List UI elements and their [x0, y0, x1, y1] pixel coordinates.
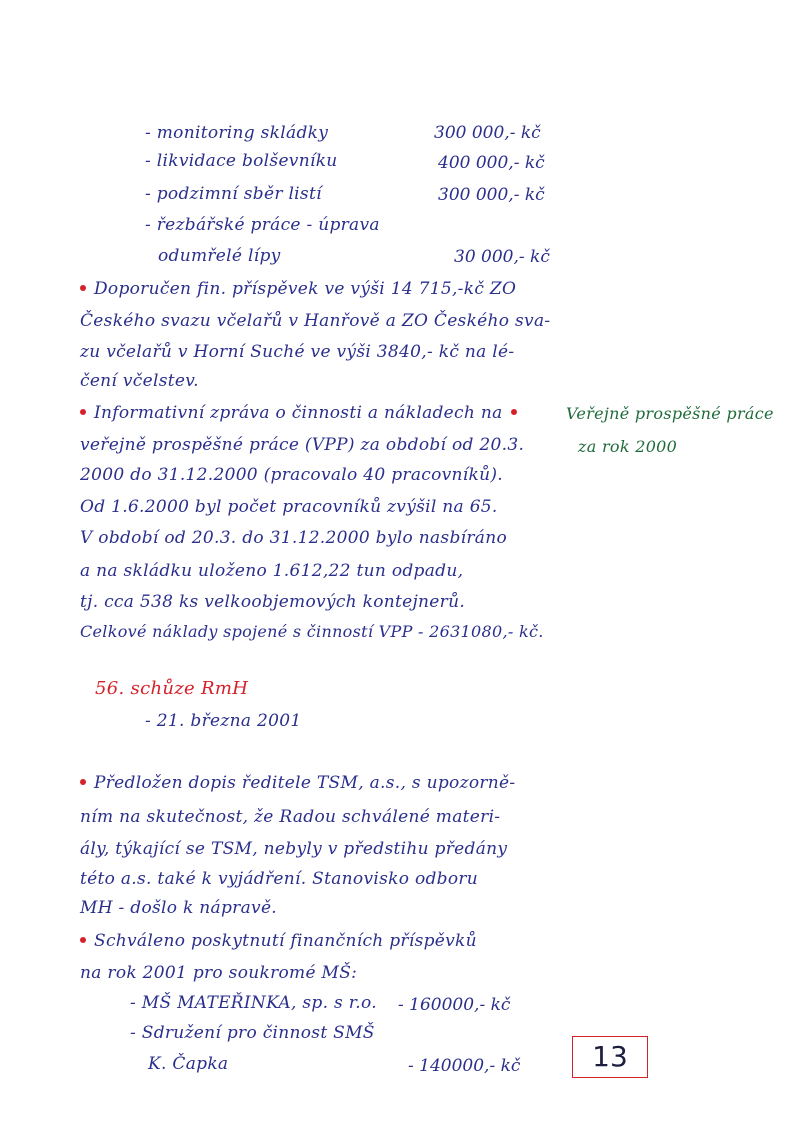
school-item-label: - MŠ MATEŘINKA, sp. s r.o.	[130, 993, 377, 1013]
meeting-title: 56. schůze RmH	[95, 678, 249, 699]
paragraph-line: zu včelařů v Horní Suché ve výši 3840,- kč na lé-	[80, 342, 515, 362]
cost-item-label: odumřelé lípy	[158, 246, 281, 266]
paragraph-line: a na skládku uloženo 1.612,22 tun odpadu,	[80, 561, 464, 581]
cost-item-label: - podzimní sběr listí	[145, 184, 322, 204]
paragraph-line: Informativní zpráva o činnosti a nákladech na	[80, 402, 525, 424]
bullet-icon	[511, 409, 517, 415]
cost-item-label: - likvidace bolševníku	[145, 151, 338, 171]
school-item-amount: - 140000,- kč	[408, 1056, 521, 1076]
cost-item-label: - řezbářské práce - úprava	[145, 215, 380, 235]
bullet-icon	[80, 779, 86, 785]
paragraph-line: veřejně prospěšné práce (VPP) za období od 20.3.	[80, 435, 525, 455]
cost-item-amount: 300 000,- kč	[438, 185, 545, 205]
paragraph-line: ním na skutečnost, že Radou schválené materi-	[80, 807, 501, 827]
paragraph-line: na rok 2001 pro soukromé MŠ:	[80, 963, 358, 983]
page-number: 13	[572, 1036, 648, 1078]
paragraph-line: Schváleno poskytnutí finančních příspěvků	[80, 930, 477, 952]
margin-note: za rok 2000	[578, 437, 678, 456]
paragraph-line: Od 1.6.2000 byl počet pracovníků zvýšil na 65.	[80, 497, 498, 517]
paragraph-line: Předložen dopis ředitele TSM, a.s., s upozorně-	[80, 772, 515, 794]
paragraph-line: Doporučen fin. příspěvek ve výši 14 715,-kč ZO	[80, 278, 516, 300]
school-item-label: K. Čapka	[148, 1054, 229, 1074]
paragraph-line: V období od 20.3. do 31.12.2000 bylo nasbíráno	[80, 528, 508, 548]
paragraph-line: ály, týkající se TSM, nebyly v předstihu předány	[80, 839, 508, 859]
paragraph-line: tj. cca 538 ks velkoobjemových kontejnerů.	[80, 592, 466, 612]
bullet-icon	[80, 937, 86, 943]
paragraph-line: této a.s. také k vyjádření. Stanovisko odboru	[80, 869, 479, 889]
cost-item-amount: 30 000,- kč	[454, 247, 550, 267]
cost-item-amount: 300 000,- kč	[434, 123, 541, 143]
school-item-amount: - 160000,- kč	[398, 995, 511, 1015]
cost-item-amount: 400 000,- kč	[438, 153, 545, 173]
paragraph-line: Celkové náklady spojené s činností VPP - 2631080,- kč.	[80, 622, 544, 641]
bullet-icon	[80, 409, 86, 415]
school-item-label: - Sdružení pro činnost SMŠ	[130, 1023, 375, 1043]
cost-item-label: - monitoring skládky	[145, 123, 329, 143]
paragraph-line: 2000 do 31.12.2000 (pracovalo 40 pracovníků).	[80, 465, 503, 485]
bullet-icon	[80, 285, 86, 291]
paragraph-line: MH - došlo k nápravě.	[80, 898, 278, 918]
paragraph-line: čení včelstev.	[80, 371, 199, 391]
meeting-date: - 21. března 2001	[145, 711, 302, 731]
paragraph-line: Českého svazu včelařů v Hanřově a ZO Českého sva-	[80, 311, 551, 331]
margin-note: Veřejně prospěšné práce	[566, 404, 774, 423]
